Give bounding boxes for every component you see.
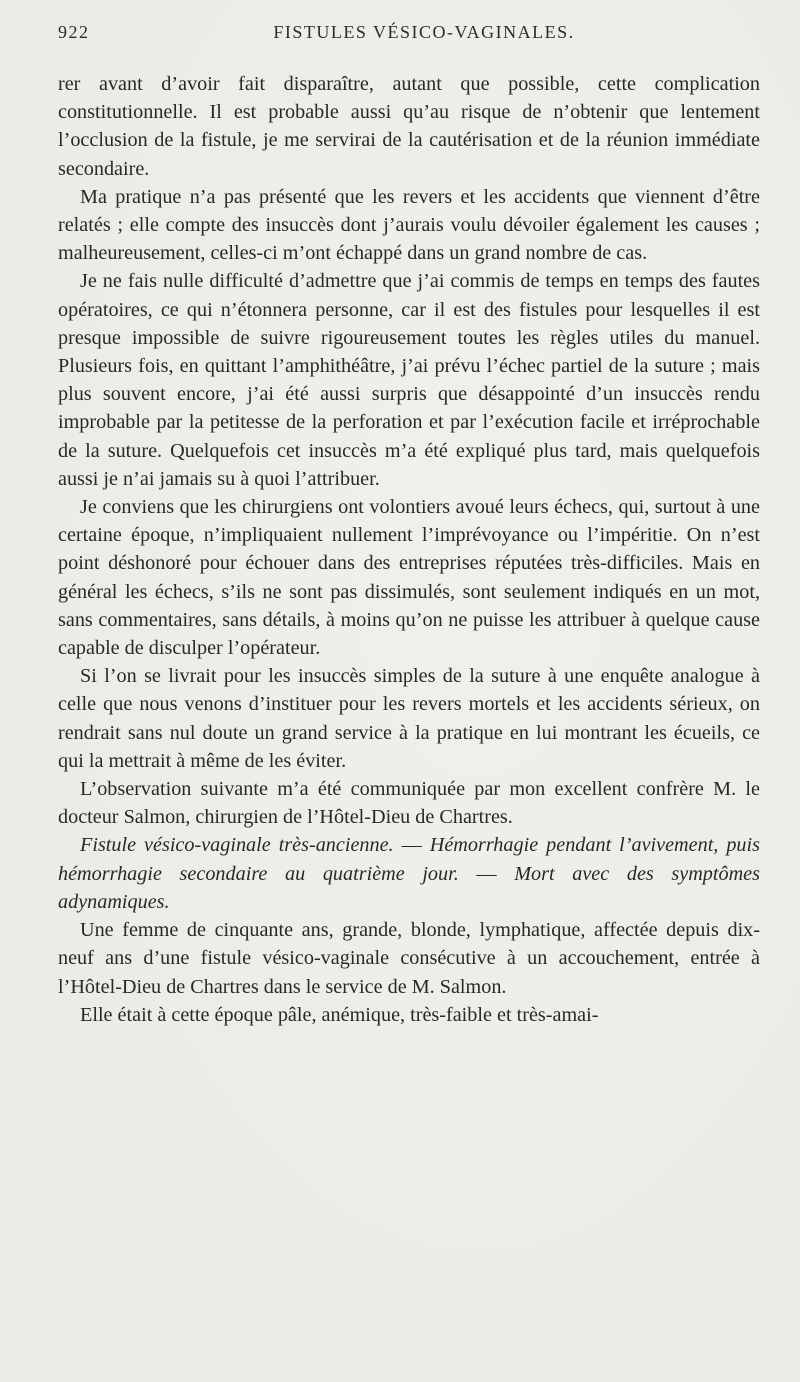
paragraph: Je ne fais nulle difficulté d’admettre que j’ai commis de temps en temps des fautes opératoires, ce qui n’étonnera personne, car il est des fistules pour lesquelles il est presque impossible de suivre rigoureusement toutes les règles utiles du manuel. Plusieurs fois, en quittant l’amphithéâtre, j’ai prévu l’échec partiel de la suture ; mais plus souvent encore, j’ai été aussi surpris que désappointé d’un insuccès rendu improbable par la petitesse de la perforation et par l’exécution facile et irréprochable de la suture. Quelquefois cet insuccès m’a été expliqué plus tard, mais quelquefois aussi je n’ai jamais su à quoi l’attribuer. <box>58 270 760 490</box>
paragraph-continuation: rer avant d’avoir fait disparaître, autant que possible, cette complication constitutionnelle. Il est probable aussi qu’au risque de n’obtenir que lentement l’occlusion de la fistule, je me servirai de la cautérisation et de la réunion immédiate secondaire. <box>58 73 760 180</box>
observation-paragraph: Elle était à cette époque pâle, anémique, très-faible et très-amai- <box>80 1003 599 1026</box>
running-header <box>58 22 760 52</box>
observation-heading <box>58 831 760 916</box>
paragraph: L’observation suivante m’a été communiquée par mon excellent confrère M. le docteur Salmon, chirurgien de l’Hôtel-Dieu de Chartres. <box>58 778 760 829</box>
observation-outcome: Mort avec des symptômes adynamiques. <box>58 862 760 913</box>
running-title: FISTULES VÉSICO-VAGINALES. <box>273 22 575 42</box>
heading-dash: — <box>458 862 515 885</box>
paragraph: Ma pratique n’a pas présenté que les revers et les accidents que viennent d’être relatés ; elle compte des insuccès dont j’aurais voulu dévoiler également les causes ; malheureusement, celles-ci m’ont échappé dans un grand nombre de cas. <box>58 185 760 265</box>
page-number: 922 <box>58 22 90 42</box>
paragraph: Je conviens que les chirurgiens ont volontiers avoué leurs échecs, qui, surtout à une certaine époque, n’impliquaient nullement l’imprévoyance ou l’impéritie. On n’est point déshonoré pour échouer dans des entreprises réputées très-difficiles. Mais en général les échecs, s’ils ne sont pas dissimulés, sont seulement indiqués en un mot, sans commentaires, sans détails, à moins qu’on ne puisse les attribuer à quelque cause capable de disculper l’opérateur. <box>58 496 760 660</box>
observation-paragraph: Une femme de cinquante ans, grande, blonde, lymphatique, affectée depuis dix-neuf ans d’une fistule vésico-vaginale consécutive à un accouchement, entrée à l’Hôtel-Dieu de Chartres dans le service de M. Salmon. <box>58 919 760 998</box>
observation-title: Fistule vésico-vaginale très-ancienne. <box>80 834 394 857</box>
paragraph: Si l’on se livrait pour les insuccès simples de la suture à une enquête analogue à celle que nous venons d’instituer pour les revers mortels et les accidents sérieux, on rendrait sans nul doute un grand service à la pratique en lui montrant les écueils, ce qui la mettrait à même de les éviter. <box>58 665 760 772</box>
body-text <box>58 70 760 1029</box>
heading-dash: — <box>393 834 430 857</box>
observation-subtitle: Hémorrhagie pendant l’avivement, puis hémorrhagie secondaire au quatrième jour. <box>58 834 760 885</box>
